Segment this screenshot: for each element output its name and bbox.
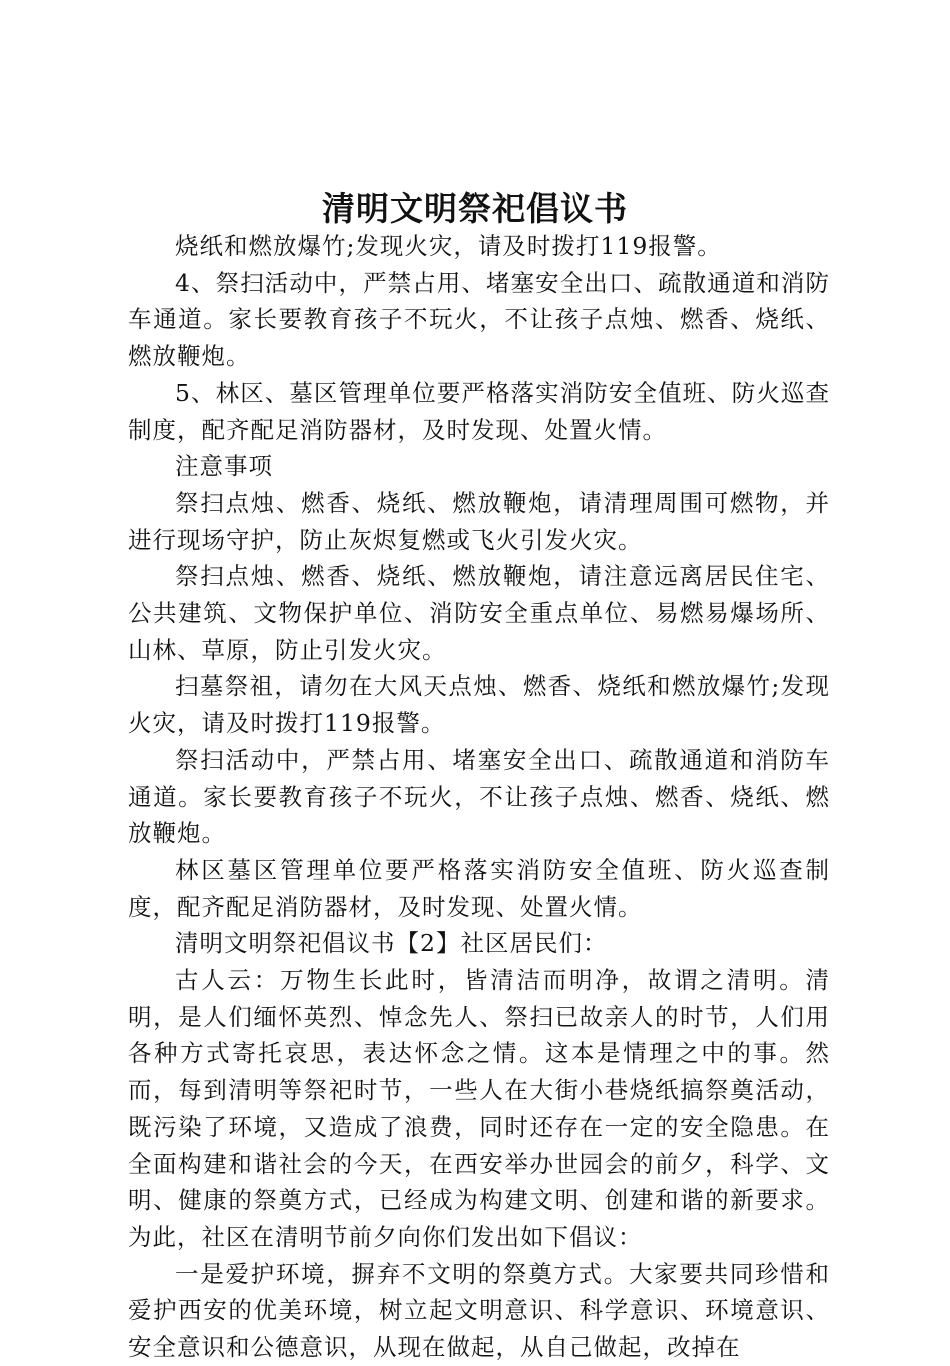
section-heading-notes: 注意事项 <box>175 452 273 481</box>
paragraph-item-5: 5、林区、墓区管理单位要严格落实消防安全值班、防火巡查制度，配齐配足消防器材，及时发现、处置火情。 <box>128 378 830 444</box>
paragraph-proposal-2-heading: 清明文明祭祀倡议书【2】社区居民们： <box>175 929 608 958</box>
paragraph-keep-distance: 祭扫点烛、燃香、烧纸、燃放鞭炮，请注意远离居民住宅、公共建筑、文物保护单位、消防安全重点单位、易燃易爆场所、山林、草原，防止引发火灾。 <box>128 562 830 664</box>
paragraph-management: 林区墓区管理单位要严格落实消防安全值班、防火巡查制度，配齐配足消防器材，及时发现、处置火情。 <box>128 855 830 921</box>
paragraph-fire-report: 烧纸和燃放爆竹;发现火灾，请及时拨打119报警。 <box>175 232 722 260</box>
document-title: 清明文明祭祀倡议书 <box>322 189 628 228</box>
paragraph-item-4: 4、祭扫活动中，严禁占用、堵塞安全出口、疏散通道和消防车通道。家长要教育孩子不玩火，不让孩子点烛、燃香、烧纸、燃放鞭炮。 <box>128 268 830 371</box>
paragraph-introduction: 古人云：万物生长此时，皆清洁而明净，故谓之清明。清明，是人们缅怀英烈、悼念先人、祭扫已故亲人的时节，人们用各种方式寄托哀思，表达怀念之情。这本是情理之中的事。然而，每到清明等祭祀时节，一些人在大街小巷烧纸搞祭奠活动，既污染了环境，又造成了浪费，同时还存在一定的安全隐患。在全面构建和谐社会的今天，在西安举办世园会的前夕，科学、文明、健康的祭奠方式，已经成为构建文明、创建和谐的新要求。为此，社区在清明节前夕向你们发出如下倡议： <box>128 966 830 1251</box>
paragraph-windy-days: 扫墓祭祖，请勿在大风天点烛、燃香、烧纸和燃放爆竹;发现火灾，请及时拨打119报警。 <box>128 672 830 738</box>
paragraph-exits: 祭扫活动中，严禁占用、堵塞安全出口、疏散通道和消防车通道。家长要教育孩子不玩火，不让孩子点烛、燃香、烧纸、燃放鞭炮。 <box>128 745 830 848</box>
document-body <box>128 228 830 1366</box>
paragraph-clear-combustibles: 祭扫点烛、燃香、烧纸、燃放鞭炮，请清理周围可燃物，并进行现场守护，防止灰烬复燃或飞火引发火灾。 <box>128 488 830 554</box>
paragraph-point-one: 一是爱护环境，摒弃不文明的祭奠方式。大家要共同珍惜和爱护西安的优美环境，树立起文明意识、科学意识、环境意识、安全意识和公德意识，从现在做起，从自己做起，改掉在 <box>128 1259 830 1362</box>
